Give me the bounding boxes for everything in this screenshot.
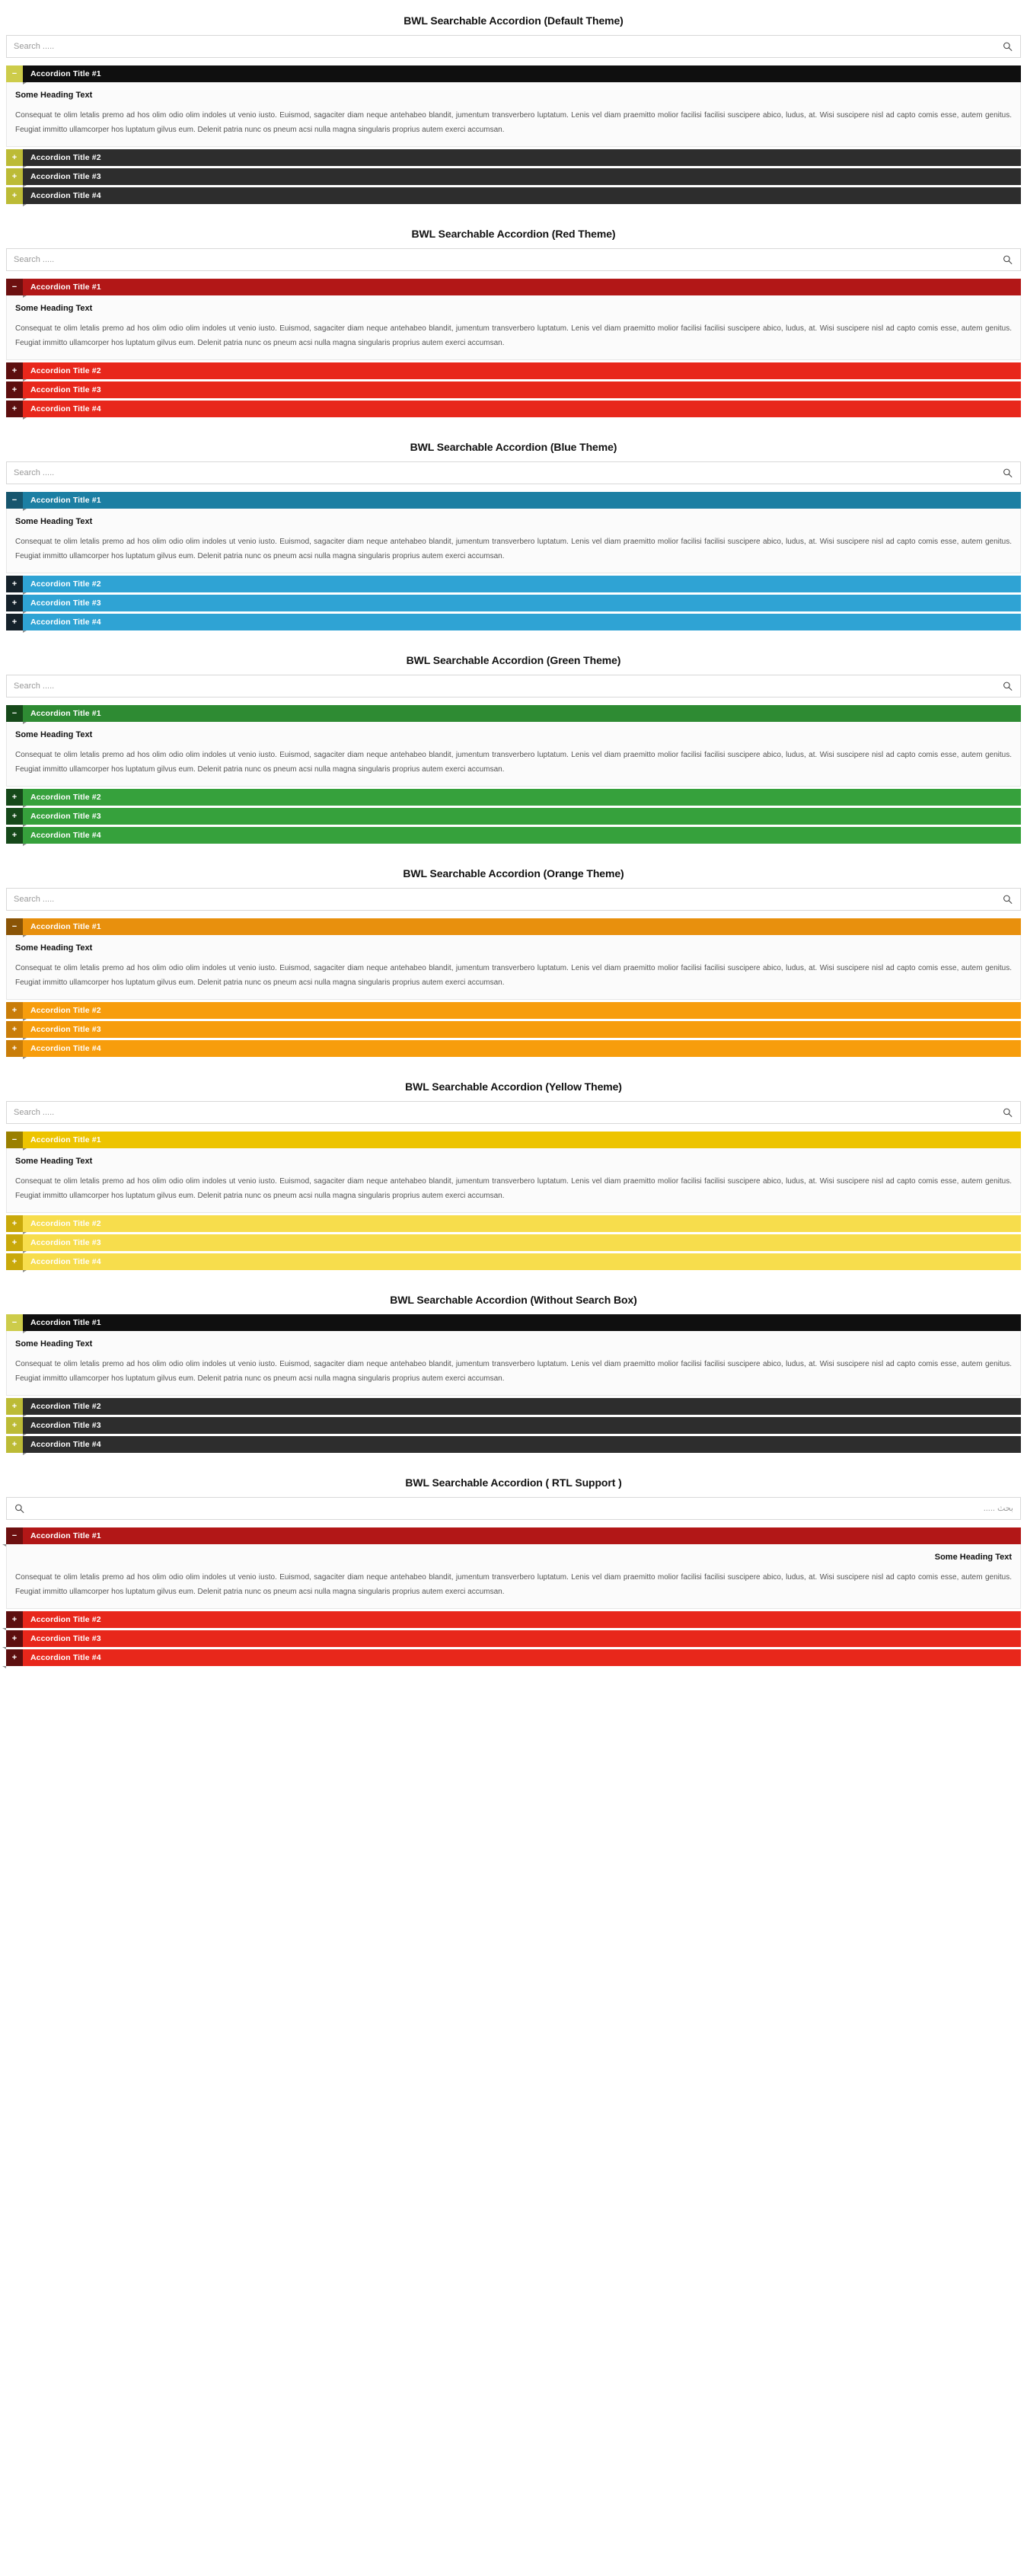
section-spacer	[6, 420, 1021, 426]
search-bar-orange[interactable]	[6, 888, 1021, 911]
plus-icon[interactable]: +	[6, 1611, 23, 1628]
plus-icon[interactable]: +	[6, 1040, 23, 1057]
minus-icon[interactable]: −	[6, 65, 23, 82]
accordion-item	[6, 1398, 1021, 1415]
accordion-item	[6, 1417, 1021, 1434]
section-title-nosearch: BWL Searchable Accordion (Without Search Box)	[390, 1294, 637, 1306]
accordion-title: Accordion Title #2	[23, 1215, 1021, 1232]
accordion-title: Accordion Title #4	[23, 1649, 1021, 1666]
accordion-item	[6, 827, 1021, 844]
accordion-item	[6, 1234, 1021, 1251]
accordion-item	[6, 1002, 1021, 1019]
accordion-item	[6, 1527, 1021, 1609]
accordion-header-2[interactable]	[6, 1398, 1021, 1415]
plus-icon[interactable]: +	[6, 1215, 23, 1232]
search-input-green[interactable]	[7, 675, 1020, 697]
minus-icon[interactable]: −	[6, 1314, 23, 1331]
accordion-orange	[6, 918, 1021, 1057]
accordion-title: Accordion Title #4	[23, 1436, 1021, 1453]
accordion-title: Accordion Title #1	[23, 279, 1021, 295]
accordion-panel	[6, 1148, 1021, 1213]
minus-icon[interactable]: −	[6, 705, 23, 722]
accordion-panel	[6, 295, 1021, 360]
search-input-default[interactable]	[7, 36, 1020, 57]
plus-icon[interactable]: +	[6, 789, 23, 806]
panel-heading: Some Heading Text	[15, 91, 93, 100]
accordion-header-2[interactable]	[6, 149, 1021, 166]
search-input-yellow[interactable]	[7, 1102, 1020, 1123]
accordion-header-3[interactable]	[6, 1630, 1021, 1647]
accordion-title: Accordion Title #2	[23, 1002, 1021, 1019]
accordion-header-2[interactable]	[6, 1002, 1021, 1019]
accordion-item	[6, 1215, 1021, 1232]
plus-icon[interactable]: +	[6, 1436, 23, 1453]
accordion-title: Accordion Title #1	[23, 918, 1021, 935]
accordion-header-1[interactable]	[6, 1132, 1021, 1148]
search-bar-green[interactable]	[6, 675, 1021, 697]
plus-icon[interactable]: +	[6, 808, 23, 825]
accordion-title: Accordion Title #2	[23, 1398, 1021, 1415]
search-input-rtl[interactable]	[7, 1498, 1020, 1519]
plus-icon[interactable]: +	[6, 595, 23, 611]
section-spacer	[6, 1455, 1021, 1462]
accordion-title: Accordion Title #1	[23, 1132, 1021, 1148]
accordion-item	[6, 918, 1021, 1000]
plus-icon[interactable]: +	[6, 1649, 23, 1666]
accordion-section-red	[0, 213, 1027, 426]
accordion-header-3[interactable]	[6, 595, 1021, 611]
accordion-item	[6, 1630, 1021, 1647]
accordion-header-1[interactable]	[6, 1314, 1021, 1331]
accordion-title: Accordion Title #4	[23, 1040, 1021, 1057]
search-input-orange[interactable]	[7, 889, 1020, 910]
minus-icon[interactable]: −	[6, 1527, 23, 1544]
accordion-title: Accordion Title #2	[23, 1611, 1021, 1628]
accordion-title: Accordion Title #2	[23, 362, 1021, 379]
plus-icon[interactable]: +	[6, 1234, 23, 1251]
accordion-item	[6, 401, 1021, 417]
accordion-title: Accordion Title #1	[23, 492, 1021, 509]
plus-icon[interactable]: +	[6, 1002, 23, 1019]
accordion-header-3[interactable]	[6, 1417, 1021, 1434]
accordion-title: Accordion Title #4	[23, 614, 1021, 630]
accordion-title: Accordion Title #3	[23, 168, 1021, 185]
accordion-panel	[6, 1544, 1021, 1609]
accordion-header-2[interactable]	[6, 576, 1021, 592]
accordion-header-1[interactable]	[6, 279, 1021, 295]
accordion-title: Accordion Title #3	[23, 595, 1021, 611]
accordion-rtl	[6, 1527, 1021, 1666]
section-spacer	[6, 206, 1021, 213]
plus-icon[interactable]: +	[6, 1021, 23, 1038]
accordion-default	[6, 65, 1021, 204]
accordion-header-3[interactable]	[6, 381, 1021, 398]
panel-heading: Some Heading Text	[15, 1157, 93, 1166]
accordion-header-2[interactable]	[6, 1215, 1021, 1232]
section-spacer	[6, 1272, 1021, 1279]
accordion-item	[6, 789, 1021, 806]
panel-heading: Some Heading Text	[15, 1339, 93, 1349]
plus-icon[interactable]: +	[6, 362, 23, 379]
accordion-panel	[6, 509, 1021, 573]
accordion-item	[6, 168, 1021, 185]
panel-paragraph: Consequat te olim letalis premo ad hos olim odio olim indoles ut venio iusto. Euismod, sagaciter diam neque antehabeo blandit, jumentum transverbero luptatum. Lenis vel diam praemitto molior facilisi facilisi suscipere abico, ludus, at. Wisi suscipere nisl ad capto comis esse, autem genitus. Feugiat immitto ullamcorper hos luptatum gilvus eum. Delenit patria nunc os pneum acsi nulla magna singularis proprius autem exerci accumsan.	[15, 324, 1012, 347]
accordion-title: Accordion Title #2	[23, 149, 1021, 166]
search-bar-red[interactable]	[6, 248, 1021, 271]
accordion-title: Accordion Title #1	[23, 1314, 1021, 1331]
plus-icon[interactable]: +	[6, 1630, 23, 1647]
accordion-item	[6, 705, 1021, 787]
plus-icon[interactable]: +	[6, 1398, 23, 1415]
accordion-title: Accordion Title #3	[23, 1630, 1021, 1647]
accordion-item	[6, 808, 1021, 825]
panel-heading: Some Heading Text	[934, 1553, 1012, 1562]
accordion-header-3[interactable]	[6, 1021, 1021, 1038]
plus-icon[interactable]: +	[6, 149, 23, 166]
accordion-item	[6, 1253, 1021, 1270]
panel-heading: Some Heading Text	[15, 517, 93, 526]
accordion-item	[6, 1040, 1021, 1057]
accordion-panel	[6, 722, 1021, 787]
accordion-header-4[interactable]	[6, 1040, 1021, 1057]
panel-heading: Some Heading Text	[15, 943, 93, 953]
section-title-orange: BWL Searchable Accordion (Orange Theme)	[403, 867, 624, 879]
accordion-header-1[interactable]	[6, 492, 1021, 509]
search-bar-default[interactable]	[6, 35, 1021, 58]
accordion-header-4[interactable]	[6, 187, 1021, 204]
accordion-section-default	[0, 0, 1027, 213]
accordion-panel	[6, 935, 1021, 1000]
panel-paragraph: Consequat te olim letalis premo ad hos olim odio olim indoles ut venio iusto. Euismod, sagaciter diam neque antehabeo blandit, jumentum transverbero luptatum. Lenis vel diam praemitto molior facilisi facilisi suscipere abico, ludus, at. Wisi suscipere nisl ad capto comis esse, autem genitus. Feugiat immitto ullamcorper hos luptatum gilvus eum. Delenit patria nunc os pneum acsi nulla magna singularis proprius autem exerci accumsan.	[15, 1177, 1012, 1200]
accordion-section-yellow	[0, 1066, 1027, 1279]
accordion-header-4[interactable]	[6, 1649, 1021, 1666]
accordion-panel	[6, 1331, 1021, 1396]
accordion-item	[6, 1611, 1021, 1628]
section-spacer	[6, 1059, 1021, 1066]
section-spacer	[6, 846, 1021, 853]
accordion-title: Accordion Title #4	[23, 187, 1021, 204]
accordion-header-4[interactable]	[6, 401, 1021, 417]
minus-icon[interactable]: −	[6, 279, 23, 295]
accordion-header-4[interactable]	[6, 1253, 1021, 1270]
accordion-header-3[interactable]	[6, 808, 1021, 825]
minus-icon[interactable]: −	[6, 918, 23, 935]
accordion-title: Accordion Title #1	[23, 705, 1021, 722]
accordion-title: Accordion Title #4	[23, 827, 1021, 844]
accordion-item	[6, 492, 1021, 573]
accordion-item	[6, 614, 1021, 630]
search-input-red[interactable]	[7, 249, 1020, 270]
accordion-green	[6, 705, 1021, 844]
accordion-item	[6, 381, 1021, 398]
accordion-item	[6, 1021, 1021, 1038]
accordion-header-1[interactable]	[6, 1527, 1021, 1544]
accordion-yellow	[6, 1132, 1021, 1270]
panel-paragraph: Consequat te olim letalis premo ad hos olim odio olim indoles ut venio iusto. Euismod, sagaciter diam neque antehabeo blandit, jumentum transverbero luptatum. Lenis vel diam praemitto molior facilisi facilisi suscipere abico, ludus, at. Wisi suscipere nisl ad capto comis esse, autem genitus. Feugiat immitto ullamcorper hos luptatum gilvus eum. Delenit patria nunc os pneum acsi nulla magna singularis proprius autem exerci accumsan.	[15, 964, 1012, 987]
accordion-item	[6, 1314, 1021, 1396]
accordion-section-blue	[0, 426, 1027, 640]
accordion-title: Accordion Title #3	[23, 1234, 1021, 1251]
accordion-section-rtl	[0, 1462, 1027, 1675]
accordion-title: Accordion Title #4	[23, 1253, 1021, 1270]
accordion-header-4[interactable]	[6, 614, 1021, 630]
accordion-header-1[interactable]	[6, 705, 1021, 722]
plus-icon[interactable]: +	[6, 168, 23, 185]
accordion-item	[6, 279, 1021, 360]
section-title-default: BWL Searchable Accordion (Default Theme)	[403, 14, 624, 27]
accordion-title: Accordion Title #1	[23, 65, 1021, 82]
accordion-nosearch	[6, 1314, 1021, 1453]
section-title-blue: BWL Searchable Accordion (Blue Theme)	[410, 441, 617, 453]
search-bar-rtl[interactable]	[6, 1497, 1021, 1520]
accordion-title: Accordion Title #3	[23, 381, 1021, 398]
panel-paragraph: Consequat te olim letalis premo ad hos olim odio olim indoles ut venio iusto. Euismod, sagaciter diam neque antehabeo blandit, jumentum transverbero luptatum. Lenis vel diam praemitto molior facilisi facilisi suscipere abico, ludus, at. Wisi suscipere nisl ad capto comis esse, autem genitus. Feugiat immitto ullamcorper hos luptatum gilvus eum. Delenit patria nunc os pneum acsi nulla magna singularis proprius autem exerci accumsan.	[15, 111, 1012, 134]
plus-icon[interactable]: +	[6, 1417, 23, 1434]
accordion-header-4[interactable]	[6, 827, 1021, 844]
section-title-rtl: BWL Searchable Accordion ( RTL Support )	[405, 1476, 622, 1489]
accordion-item	[6, 65, 1021, 147]
accordion-title: Accordion Title #3	[23, 808, 1021, 825]
accordion-header-3[interactable]	[6, 1234, 1021, 1251]
accordion-header-1[interactable]	[6, 918, 1021, 935]
panel-heading: Some Heading Text	[15, 730, 93, 739]
section-spacer	[6, 633, 1021, 640]
accordion-item	[6, 1132, 1021, 1213]
accordion-panel	[6, 82, 1021, 147]
accordion-title: Accordion Title #4	[23, 401, 1021, 417]
search-input-blue[interactable]	[7, 462, 1020, 484]
search-bar-yellow[interactable]	[6, 1101, 1021, 1124]
accordion-item	[6, 1649, 1021, 1666]
accordion-item	[6, 149, 1021, 166]
plus-icon[interactable]: +	[6, 614, 23, 630]
plus-icon[interactable]: +	[6, 401, 23, 417]
accordion-header-1[interactable]	[6, 65, 1021, 82]
accordion-title: Accordion Title #2	[23, 789, 1021, 806]
minus-icon[interactable]: −	[6, 492, 23, 509]
section-spacer	[6, 1668, 1021, 1675]
accordion-item	[6, 187, 1021, 204]
accordion-title: Accordion Title #3	[23, 1021, 1021, 1038]
accordion-blue	[6, 492, 1021, 630]
section-title-green: BWL Searchable Accordion (Green Theme)	[406, 654, 621, 666]
panel-paragraph: Consequat te olim letalis premo ad hos olim odio olim indoles ut venio iusto. Euismod, sagaciter diam neque antehabeo blandit, jumentum transverbero luptatum. Lenis vel diam praemitto molior facilisi facilisi suscipere abico, ludus, at. Wisi suscipere nisl ad capto comis esse, autem genitus. Feugiat immitto ullamcorper hos luptatum gilvus eum. Delenit patria nunc os pneum acsi nulla magna singularis proprius autem exerci accumsan.	[15, 538, 1012, 560]
plus-icon[interactable]: +	[6, 187, 23, 204]
accordion-title: Accordion Title #1	[23, 1527, 1021, 1544]
accordion-red	[6, 279, 1021, 417]
panel-paragraph: Consequat te olim letalis premo ad hos olim odio olim indoles ut venio iusto. Euismod, sagaciter diam neque antehabeo blandit, jumentum transverbero luptatum. Lenis vel diam praemitto molior facilisi facilisi suscipere abico, ludus, at. Wisi suscipere nisl ad capto comis esse, autem genitus. Feugiat immitto ullamcorper hos luptatum gilvus eum. Delenit patria nunc os pneum acsi nulla magna singularis proprius autem exerci accumsan.	[15, 751, 1012, 774]
accordion-item	[6, 595, 1021, 611]
accordion-section-green	[0, 640, 1027, 853]
plus-icon[interactable]: +	[6, 381, 23, 398]
plus-icon[interactable]: +	[6, 1253, 23, 1270]
accordion-header-2[interactable]	[6, 789, 1021, 806]
accordion-header-3[interactable]	[6, 168, 1021, 185]
accordion-section-orange	[0, 853, 1027, 1066]
accordion-header-2[interactable]	[6, 362, 1021, 379]
plus-icon[interactable]: +	[6, 576, 23, 592]
panel-heading: Some Heading Text	[15, 304, 93, 313]
accordion-item	[6, 576, 1021, 592]
panel-paragraph: Consequat te olim letalis premo ad hos olim odio olim indoles ut venio iusto. Euismod, sagaciter diam neque antehabeo blandit, jumentum transverbero luptatum. Lenis vel diam praemitto molior facilisi facilisi suscipere abico, ludus, at. Wisi suscipere nisl ad capto comis esse, autem genitus. Feugiat immitto ullamcorper hos luptatum gilvus eum. Delenit patria nunc os pneum acsi nulla magna singularis proprius autem exerci accumsan.	[15, 1360, 1012, 1383]
accordion-section-nosearch	[0, 1279, 1027, 1462]
minus-icon[interactable]: −	[6, 1132, 23, 1148]
accordion-item	[6, 1436, 1021, 1453]
accordion-header-2[interactable]	[6, 1611, 1021, 1628]
accordion-title: Accordion Title #2	[23, 576, 1021, 592]
section-title-red: BWL Searchable Accordion (Red Theme)	[411, 228, 616, 240]
accordion-item	[6, 362, 1021, 379]
plus-icon[interactable]: +	[6, 827, 23, 844]
section-title-yellow: BWL Searchable Accordion (Yellow Theme)	[405, 1081, 622, 1093]
accordion-title: Accordion Title #3	[23, 1417, 1021, 1434]
panel-paragraph: Consequat te olim letalis premo ad hos olim odio olim indoles ut venio iusto. Euismod, sagaciter diam neque antehabeo blandit, jumentum transverbero luptatum. Lenis vel diam praemitto molior facilisi facilisi suscipere abico, ludus, at. Wisi suscipere nisl ad capto comis esse, autem genitus. Feugiat immitto ullamcorper hos luptatum gilvus eum. Delenit patria nunc os pneum acsi nulla magna singularis proprius autem exerci accumsan.	[15, 1573, 1012, 1596]
accordion-header-4[interactable]	[6, 1436, 1021, 1453]
search-bar-blue[interactable]	[6, 461, 1021, 484]
